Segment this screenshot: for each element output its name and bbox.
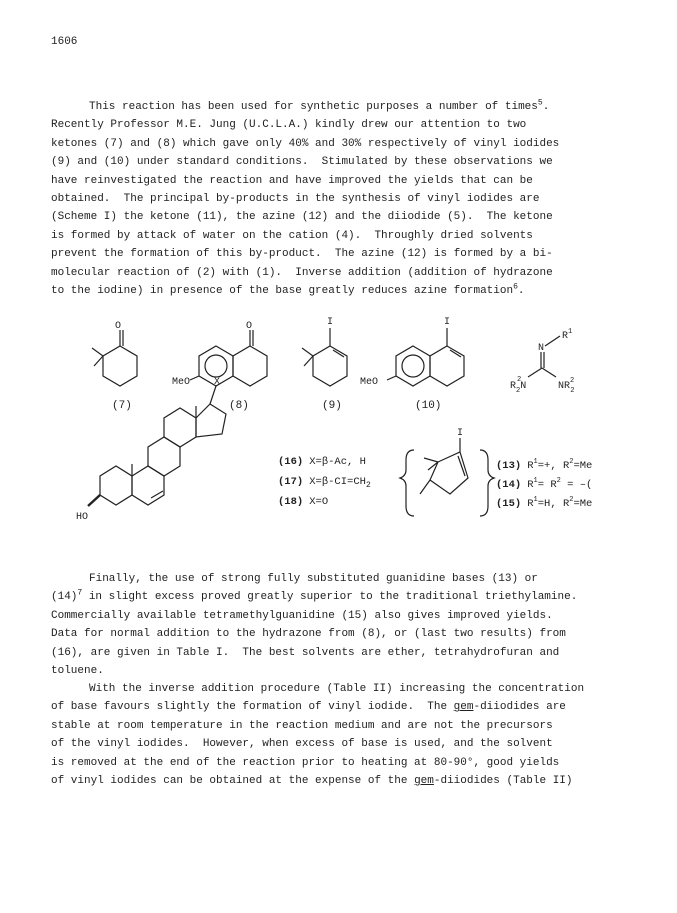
guanidine-structure: [510, 328, 574, 395]
text-line: $(14)^7$ in slight excess proved greatly superior to the traditional triethylamine.: [51, 588, 578, 604]
text-line: molecular reaction of (2) with (1). Inverse addition (addition of hydrazone: [51, 266, 553, 279]
r1-label: $R^1$: [562, 328, 573, 342]
compound-13-label: (13) $R^1=+$, $R^2=Me$: [496, 458, 593, 472]
atom-n: N: [538, 343, 545, 354]
compound-17-label: (17) $X=\beta-CI=CH_2$: [278, 476, 371, 490]
structure-label: (10): [415, 400, 442, 412]
text-line: Data for normal addition to the hydrazone from (8), or (last two results) from: [51, 628, 566, 641]
paragraph-3: [51, 680, 631, 790]
methoxy-group: MeO: [360, 377, 379, 388]
paragraph-2: [51, 570, 631, 680]
text-line: is removed at the end of the reaction prior to heating at 80-90°, good yields: [51, 756, 560, 769]
structure-9: [302, 317, 347, 386]
structure-10: [360, 317, 464, 388]
compound-18-label: (18) X=O: [278, 496, 329, 508]
text-line: toluene.: [51, 665, 104, 678]
text-line: Recently Professor M.E. Jung (U.C.L.A.) kindly drew our attention to two: [51, 119, 527, 132]
steroid-structure: [76, 377, 226, 523]
compound-14-label: (14) $R^1= R^2$ = –(: [496, 477, 593, 491]
bicyclic-iodide-structure: [400, 428, 494, 516]
paragraph-1: [51, 98, 631, 300]
text-line: of vinyl iodides can be obtained at the expense of the gem-diiodides (Table II): [51, 775, 573, 788]
text-line: (9) and (10) under standard conditions. Stimulated by these observations we: [51, 156, 553, 169]
compound-16-label: (16) X=β-Ac, H: [278, 456, 366, 468]
text-line: stable at room temperature in the reaction medium and are not the precursors: [51, 719, 553, 732]
structure-label: (9): [322, 400, 342, 412]
methoxy-group: MeO: [172, 377, 191, 388]
page-number: 1606: [51, 36, 78, 48]
atom-i: I: [457, 428, 464, 439]
text-line: is formed by attack of water on the cation (4). Throughly dried solvents: [51, 229, 533, 242]
structure-label: (8): [229, 400, 249, 412]
text-line: have reinvestigated the reaction and have improved the yields that can be: [51, 174, 533, 187]
text-line: ketones (7) and (8) which gave only 40% and 30% respectively of vinyl iodides: [51, 137, 560, 150]
text-line: With the inverse addition procedure (Table II) increasing the concentration: [89, 683, 585, 695]
text-line: of the vinyl iodides. However, when excess of base is used, and the solvent: [51, 738, 553, 751]
text-line: (16), are given in Table I. The best solvents are ether, tetrahydrofuran and: [51, 646, 560, 659]
structure-7: [92, 321, 137, 386]
text-line: to the iodine) in presence of the base greatly reduces azine formation$^6$.: [51, 282, 525, 298]
compound-15-label: (15) $R^1=H$, $R^2=Me$: [496, 496, 593, 510]
text-line: This reaction has been used for synthetic purposes a number of times$^5$.: [89, 98, 550, 113]
text-line: Commercially available tetramethylguanidine (15) also gives improved yields.: [51, 609, 553, 622]
structure-label: (7): [112, 400, 132, 412]
nr2-right: $NR^2$ 2: [558, 377, 575, 395]
text-line: obtained. The principal by-products in the synthesis of vinyl iodides are: [51, 193, 540, 206]
hydroxy-group: HO: [76, 512, 89, 523]
atom-o: O: [115, 321, 122, 332]
atom-o: O: [246, 321, 253, 332]
atom-i: I: [444, 317, 451, 328]
text-line: of base favours slightly the formation of vinyl iodide. The gem-diiodides are: [51, 701, 566, 714]
chemical-structures-scheme: [0, 310, 677, 550]
substituent-x: X: [214, 377, 221, 388]
r2n-left: $^2$ $R_2N$: [510, 376, 527, 395]
atom-i: I: [327, 317, 334, 328]
text-line: prevent the formation of this by-product. The azine (12) is formed by a bi-: [51, 248, 553, 261]
text-line: Finally, the use of strong fully substituted guanidine bases (13) or: [89, 573, 538, 585]
text-line: (Scheme I) the ketone (11), the azine (12) and the diiodide (5). The ketone: [51, 211, 553, 224]
